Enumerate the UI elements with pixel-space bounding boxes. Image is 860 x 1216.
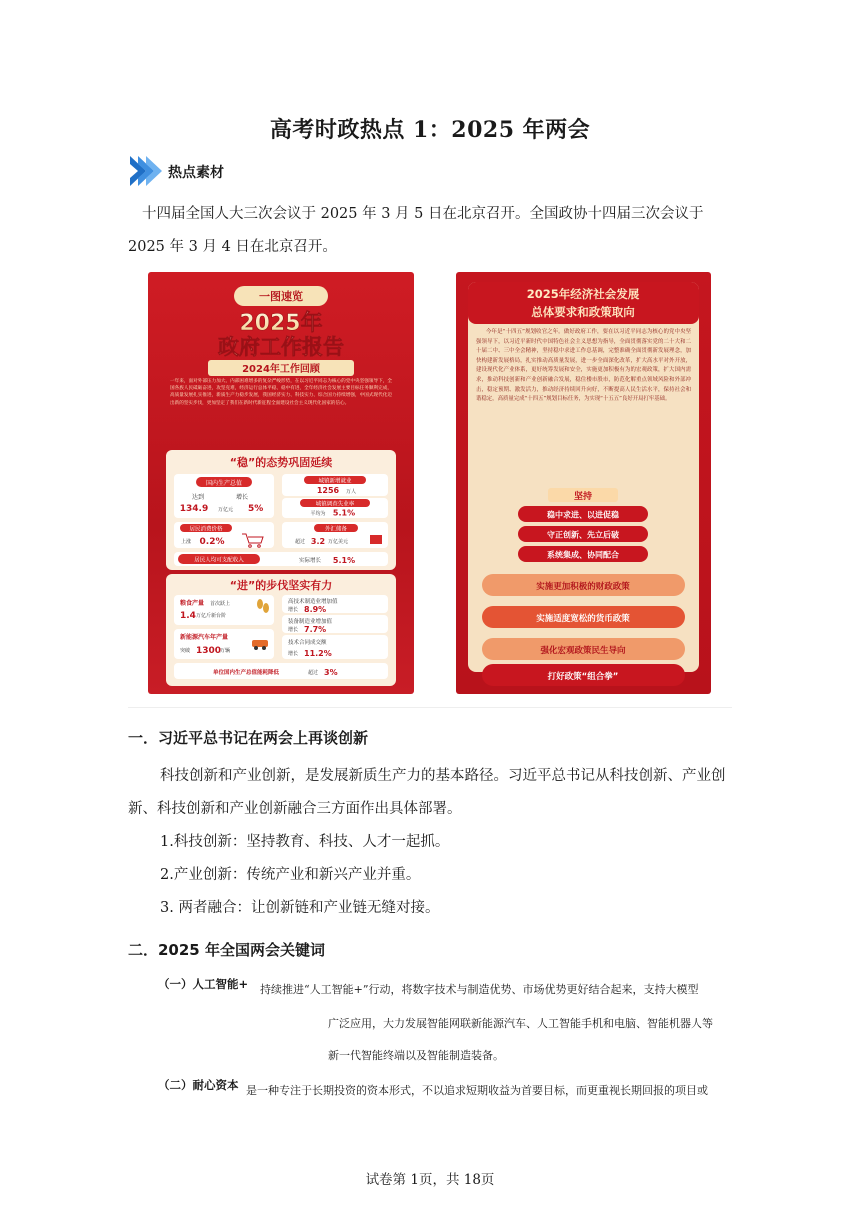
svg-text:万亿美元: 万亿美元 <box>328 539 349 545</box>
intro-paragraph: 十四届全国人大三次会议于 2025 年 3 月 5 日在北京召开。全国政协十四届三次会议于 2025 年 3 月 4 日在北京召开。 <box>128 206 704 255</box>
section1-paragraph: 科技创新和产业创新，是发展新质生产力的基本路径。习近平总书记从科技创新、产业创新、科技创新和产业创新融合三方面作出具体部署。 <box>128 768 726 817</box>
svg-text:5.1%: 5.1% <box>332 508 356 518</box>
keyword-label: （一）人工智能+ <box>158 977 249 991</box>
svg-text:增长: 增长 <box>288 607 299 613</box>
policy-pill: 实施适度宽松的货币政策 <box>536 614 630 624</box>
svg-text:技术合同成交额: 技术合同成交额 <box>288 640 327 646</box>
svg-text:1.4: 1.4 <box>180 611 196 621</box>
svg-text:外汇储备: 外汇储备 <box>324 526 348 533</box>
svg-text:11.2%: 11.2% <box>304 649 332 658</box>
poster-2025-policy-orientation <box>456 272 711 694</box>
svg-text:增长: 增长 <box>235 494 249 501</box>
svg-text:平均为: 平均为 <box>310 511 326 517</box>
svg-text:增长: 增长 <box>288 651 299 657</box>
right-body-text: 今年是“十四五”规划收官之年。做好政府工作，要在以习近平同志为核心的党中央坚强领导下，以习近平新时代中国特色社会主义思想为指导，全面贯彻落实党的二十大和二十届二中、三中全会精神，坚持稳中求进工作总基调，完整准确全面贯彻新发展理念，加快构建新发展格局，扎实推动高质量发展，进一步全面深化改革，扩大高水平对外开放，建设现代化产业体系，更好统筹发展和安全，实施更加积极有为的宏观政策，扩大国内需求，推动科技创新和产业创新融合发展，稳住楼市股市，防范化解重点领域风险和外部冲击，稳定预期、激发活力，推动经济持续回升向好，不断提高人民生活水平，保持社会和谐稳定，高质量完成“十四五”规划目标任务，为实现“十五五”良好开局打牢基础。 <box>476 329 691 403</box>
keyword-patient-capital <box>158 1077 239 1093</box>
svg-text:上涨: 上涨 <box>180 539 192 545</box>
svg-text:134.9: 134.9 <box>179 504 209 514</box>
review-title: 2024年工作回顾 <box>242 364 320 375</box>
svg-text:达到: 达到 <box>191 494 205 501</box>
section1-item-1: 1.科技创新：坚持教育、科技、人才一起抓。 <box>160 834 450 850</box>
policy-pill: 实施更加积极的财政政策 <box>536 582 630 592</box>
keyword-ai-text-3: 新一代智能终端以及智能制造装备。 <box>328 1049 504 1062</box>
svg-text:超过: 超过 <box>308 670 319 676</box>
svg-text:1256: 1256 <box>316 486 340 495</box>
stick-title: 坚持 <box>573 492 593 502</box>
svg-text:突破: 突破 <box>180 648 191 654</box>
svg-text:万亿元: 万亿元 <box>218 507 234 513</box>
divider <box>128 707 732 708</box>
review-text: 一年来，面对外部压力加大、内部困难增多的复杂严峻形势，在以习近平同志为核心的党中央坚强领导下，全国各族人民砥砺奋进，攻坚克难，经济运行总体平稳、稳中有进，全年经济社会发展主要目标任务顺利完成，高质量发展扎实推进，新质生产力稳步发展，我国经济实力、科技实力、综合国力持续增强，中国式现代化迈出新的坚实步伐，更加坚定了我们在新时代新征程全面建设社会主义现代化国家的信心。 <box>170 379 392 406</box>
svg-text:装备制造业增加值: 装备制造业增加值 <box>288 619 333 625</box>
keyword-capital-text-1: 是一种专注于长期投资的资本形式，不以追求短期收益为首要目标，而更重视长期回报的项目或 <box>246 1084 708 1097</box>
svg-text:单位国内生产总值能耗降低: 单位国内生产总值能耗降低 <box>212 670 280 676</box>
svg-text:首次跃上: 首次跃上 <box>210 601 231 607</box>
stick-item: 守正创新、先立后破 <box>547 530 619 540</box>
svg-text:万辆: 万辆 <box>220 648 231 654</box>
section1-heading: 一．习近平总书记在两会上再谈创新 <box>128 729 369 747</box>
keyword-ai-text-1: 持续推进“人工智能+”行动，将数字技术与制造优势、市场优势更好结合起来，支持大模型 <box>260 983 699 996</box>
svg-text:5%: 5% <box>248 504 264 514</box>
svg-text:增长: 增长 <box>288 627 299 633</box>
stick-item: 系统集成、协同配合 <box>547 550 619 560</box>
svg-text:3.2: 3.2 <box>310 537 326 546</box>
poster-government-work-report <box>148 272 414 694</box>
svg-text:城镇新增就业: 城镇新增就业 <box>318 478 352 485</box>
right-title-1: 2025年经济社会发展 <box>526 287 640 301</box>
svg-text:3%: 3% <box>324 668 338 677</box>
stable-title: “稳”的态势巩固延续 <box>229 456 333 469</box>
section1-item-3: 3. 两者融合：让创新链和产业链无缝对接。 <box>160 900 440 916</box>
progress-title: “进”的步伐坚实有力 <box>229 579 333 592</box>
poster-right-graphic <box>456 272 711 694</box>
svg-text:万人: 万人 <box>346 489 357 495</box>
svg-text:粮食产量: 粮食产量 <box>180 600 205 607</box>
page-footer: 试卷第 1页，共 18页 <box>365 1172 495 1188</box>
wallet-icon <box>370 535 382 544</box>
keyword-label: （二）耐心资本 <box>158 1078 239 1092</box>
svg-text:居民人均可支配收入: 居民人均可支配收入 <box>194 557 244 564</box>
svg-text:高技术制造业增加值: 高技术制造业增加值 <box>288 599 338 605</box>
section1-item-2: 2.产业创新：传统产业和新兴产业并重。 <box>160 867 421 883</box>
svg-text:打好政策“组合拳”: 打好政策“组合拳” <box>547 672 619 682</box>
policy-pill: 强化宏观政策民生导向 <box>540 646 626 656</box>
poster-left-graphic <box>148 272 414 694</box>
svg-text:实际增长: 实际增长 <box>298 558 322 564</box>
chevron-arrows-icon <box>128 152 166 190</box>
svg-text:城镇调查失业率: 城镇调查失业率 <box>315 501 355 508</box>
section2-heading: 二．2025 年全国两会关键词 <box>128 941 325 959</box>
svg-text:0.2%: 0.2% <box>199 537 225 547</box>
svg-text:万亿斤新台阶: 万亿斤新台阶 <box>196 613 227 619</box>
section-label: 热点素材 <box>168 165 224 181</box>
svg-text:1300: 1300 <box>196 646 222 656</box>
report-title: 政府工作报告 <box>218 335 344 359</box>
svg-text:居民消费价格: 居民消费价格 <box>189 526 223 533</box>
banner-text: 一图速览 <box>259 290 303 303</box>
svg-text:超过: 超过 <box>294 539 306 545</box>
svg-text:国内生产总值: 国内生产总值 <box>205 480 243 487</box>
svg-text:新能源汽车年产量: 新能源汽车年产量 <box>180 634 229 641</box>
year-text: 2025年 <box>239 311 323 336</box>
policy-pill-last <box>456 662 711 694</box>
keyword-ai-text-2: 广泛应用，大力发展智能网联新能源汽车、人工智能手机和电脑、智能机器人等 <box>328 1017 713 1030</box>
svg-text:8.9%: 8.9% <box>304 605 327 614</box>
stick-item: 稳中求进、以进促稳 <box>547 510 619 520</box>
right-title-2: 总体要求和政策取向 <box>531 305 635 319</box>
page-title: 高考时政热点 1：2025 年两会 <box>269 117 591 143</box>
svg-text:5.1%: 5.1% <box>332 556 356 565</box>
svg-text:7.7%: 7.7% <box>304 625 327 634</box>
